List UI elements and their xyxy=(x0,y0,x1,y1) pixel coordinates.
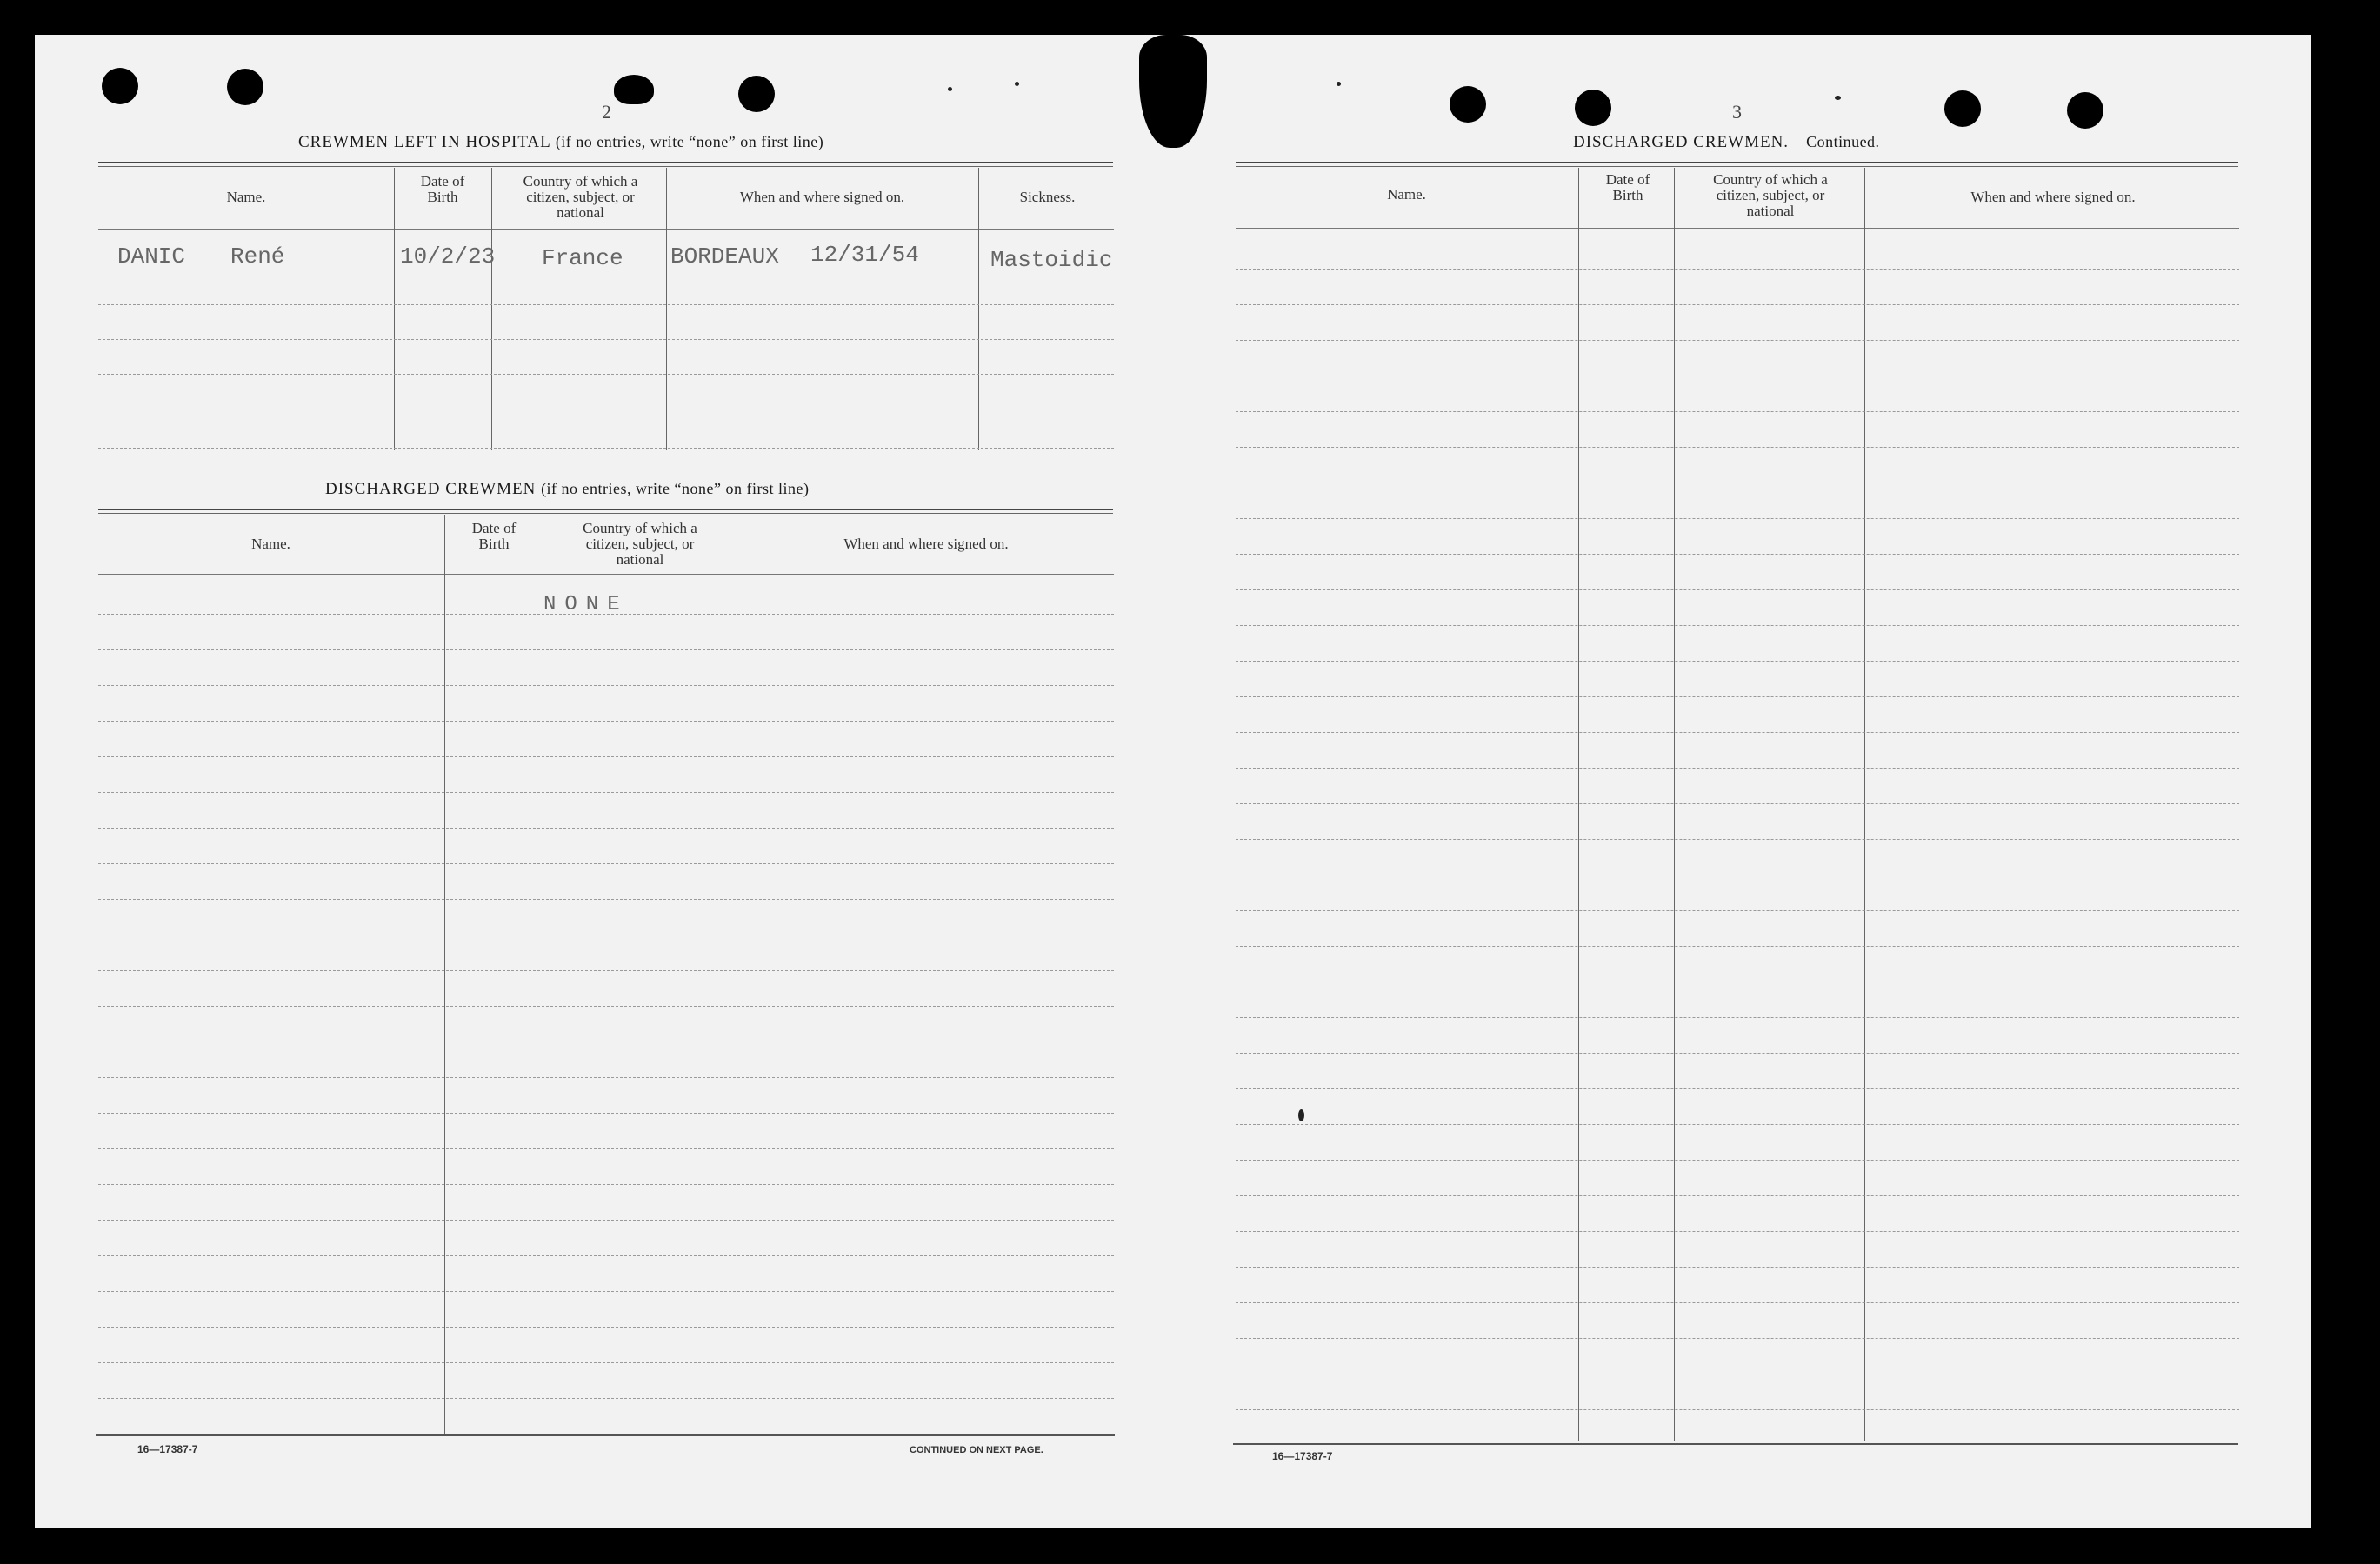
page-number: 2 xyxy=(602,101,611,123)
header-country-text: Country of which a citizen, subject, or national xyxy=(583,520,697,568)
column-divider xyxy=(1864,168,1865,1441)
column-divider xyxy=(444,515,445,1436)
header-country-text: Country of which a citizen, subject, or national xyxy=(1713,171,1828,219)
discharged-title-text: DISCHARGED CREWMEN xyxy=(325,480,537,498)
bottom-rule xyxy=(96,1434,1115,1436)
header-dob xyxy=(1581,172,1675,203)
discharged-instruction: (if no entries, write “none” on first line) xyxy=(541,480,810,497)
entry-line xyxy=(98,374,1114,375)
entry-line xyxy=(98,1291,1114,1292)
speck xyxy=(1298,1109,1304,1121)
speck xyxy=(1015,82,1019,86)
hospital-title-text: CREWMEN LEFT IN HOSPITAL xyxy=(298,133,551,151)
entry-country: France xyxy=(542,245,623,271)
punch-hole xyxy=(1450,86,1486,123)
entry-line xyxy=(1236,1053,2239,1054)
entry-line xyxy=(98,1113,1114,1114)
column-divider xyxy=(1674,168,1675,1441)
punch-hole xyxy=(614,75,654,104)
entry-line xyxy=(98,970,1114,971)
header-signed: When and where signed on. xyxy=(843,536,1009,552)
entry-line xyxy=(98,1148,1114,1149)
entry-line xyxy=(98,649,1114,650)
document-sheet xyxy=(35,35,2311,1528)
entry-line xyxy=(1236,661,2239,662)
form-number: 16—17387-7 xyxy=(137,1443,198,1455)
bottom-rule xyxy=(1233,1443,2238,1445)
header-rule xyxy=(98,229,1114,230)
entry-line xyxy=(98,828,1114,829)
speck xyxy=(1835,96,1841,100)
continued-section-title xyxy=(1573,133,1880,152)
entry-dob: 10/2/23 xyxy=(400,243,496,270)
entry-line xyxy=(1236,696,2239,697)
entry-line xyxy=(1236,839,2239,840)
discharged-section-title xyxy=(325,480,809,499)
header-rule xyxy=(98,574,1114,575)
entry-line xyxy=(1236,589,2239,590)
speck xyxy=(1337,82,1341,86)
entry-line xyxy=(98,1362,1114,1363)
entry-line xyxy=(1236,304,2239,305)
entry-line xyxy=(98,448,1114,449)
header-dob-text: Date of Birth xyxy=(420,173,465,205)
header-name: Name. xyxy=(226,189,266,205)
entry-line xyxy=(98,721,1114,722)
header-signed: When and where signed on. xyxy=(739,189,905,205)
punch-hole xyxy=(2067,92,2103,129)
punch-hole xyxy=(1575,90,1611,126)
header-country xyxy=(1678,172,1863,219)
header-name: Name. xyxy=(251,536,290,552)
entry-line xyxy=(1236,1267,2239,1268)
entry-line xyxy=(1236,1088,2239,1089)
entry-line xyxy=(1236,411,2239,412)
entry-line xyxy=(1236,1231,2239,1232)
entry-line xyxy=(1236,340,2239,341)
page-number: 3 xyxy=(1732,101,1742,123)
header-dob xyxy=(396,174,490,205)
entry-line xyxy=(1236,803,2239,804)
hospital-section-title xyxy=(298,133,823,152)
header-country-text: Country of which a citizen, subject, or national xyxy=(523,173,638,221)
entry-line xyxy=(98,792,1114,793)
entry-line xyxy=(98,339,1114,340)
entry-signed-place: BORDEAUX xyxy=(670,243,779,270)
entry-line xyxy=(1236,1409,2239,1410)
entry-line xyxy=(98,1006,1114,1007)
entry-line xyxy=(98,1327,1114,1328)
continued-title-suffix: Continued. xyxy=(1806,133,1880,150)
continued-title-text: DISCHARGED CREWMEN.— xyxy=(1573,133,1807,151)
entry-line xyxy=(1236,518,2239,519)
column-divider xyxy=(1578,168,1579,1441)
header-country xyxy=(544,521,736,568)
entry-line xyxy=(98,1255,1114,1256)
entry-line xyxy=(98,1220,1114,1221)
entry-line xyxy=(1236,447,2239,448)
double-rule xyxy=(98,509,1113,514)
header-country xyxy=(496,174,665,221)
header-dob-text: Date of Birth xyxy=(1605,171,1650,203)
entry-line xyxy=(1236,1338,2239,1339)
entry-line xyxy=(1236,910,2239,911)
header-signed: When and where signed on. xyxy=(1970,189,2136,205)
entry-line xyxy=(1236,269,2239,270)
entry-line xyxy=(1236,768,2239,769)
entry-line xyxy=(1236,732,2239,733)
entry-line xyxy=(98,863,1114,864)
header-sickness: Sickness. xyxy=(1019,189,1076,205)
entry-given-name: René xyxy=(230,243,285,270)
entry-signed-date: 12/31/54 xyxy=(810,242,919,268)
entry-line xyxy=(98,1398,1114,1399)
entry-line xyxy=(1236,1195,2239,1196)
header-name: Name. xyxy=(1387,186,1426,203)
entry-line xyxy=(1236,554,2239,555)
punch-hole xyxy=(227,69,263,105)
entry-line xyxy=(98,899,1114,900)
header-dob xyxy=(446,521,542,552)
entry-line xyxy=(98,614,1114,615)
speck xyxy=(948,87,952,91)
entry-line xyxy=(98,756,1114,757)
form-number: 16—17387-7 xyxy=(1272,1450,1333,1462)
header-rule xyxy=(1236,228,2239,229)
entry-line xyxy=(98,304,1114,305)
entry-line xyxy=(1236,625,2239,626)
punch-hole xyxy=(102,68,138,104)
entry-line xyxy=(1236,1160,2239,1161)
entry-none: NONE xyxy=(543,593,629,616)
double-rule xyxy=(1236,162,2238,167)
punch-hole xyxy=(738,76,775,112)
hospital-instruction: (if no entries, write “none” on first line) xyxy=(555,133,824,150)
double-rule xyxy=(98,162,1113,167)
continued-note: CONTINUED ON NEXT PAGE. xyxy=(910,1445,1043,1455)
punch-hole xyxy=(1944,90,1981,127)
entry-line xyxy=(98,1184,1114,1185)
entry-sickness: Mastoidic xyxy=(990,247,1113,273)
entry-line xyxy=(1236,946,2239,947)
entry-line xyxy=(1236,1124,2239,1125)
entry-line xyxy=(98,685,1114,686)
entry-surname: DANIC xyxy=(117,243,186,270)
header-dob-text: Date of Birth xyxy=(471,520,517,552)
entry-line xyxy=(98,1077,1114,1078)
entry-line xyxy=(1236,1302,2239,1303)
entry-line xyxy=(1236,1017,2239,1018)
